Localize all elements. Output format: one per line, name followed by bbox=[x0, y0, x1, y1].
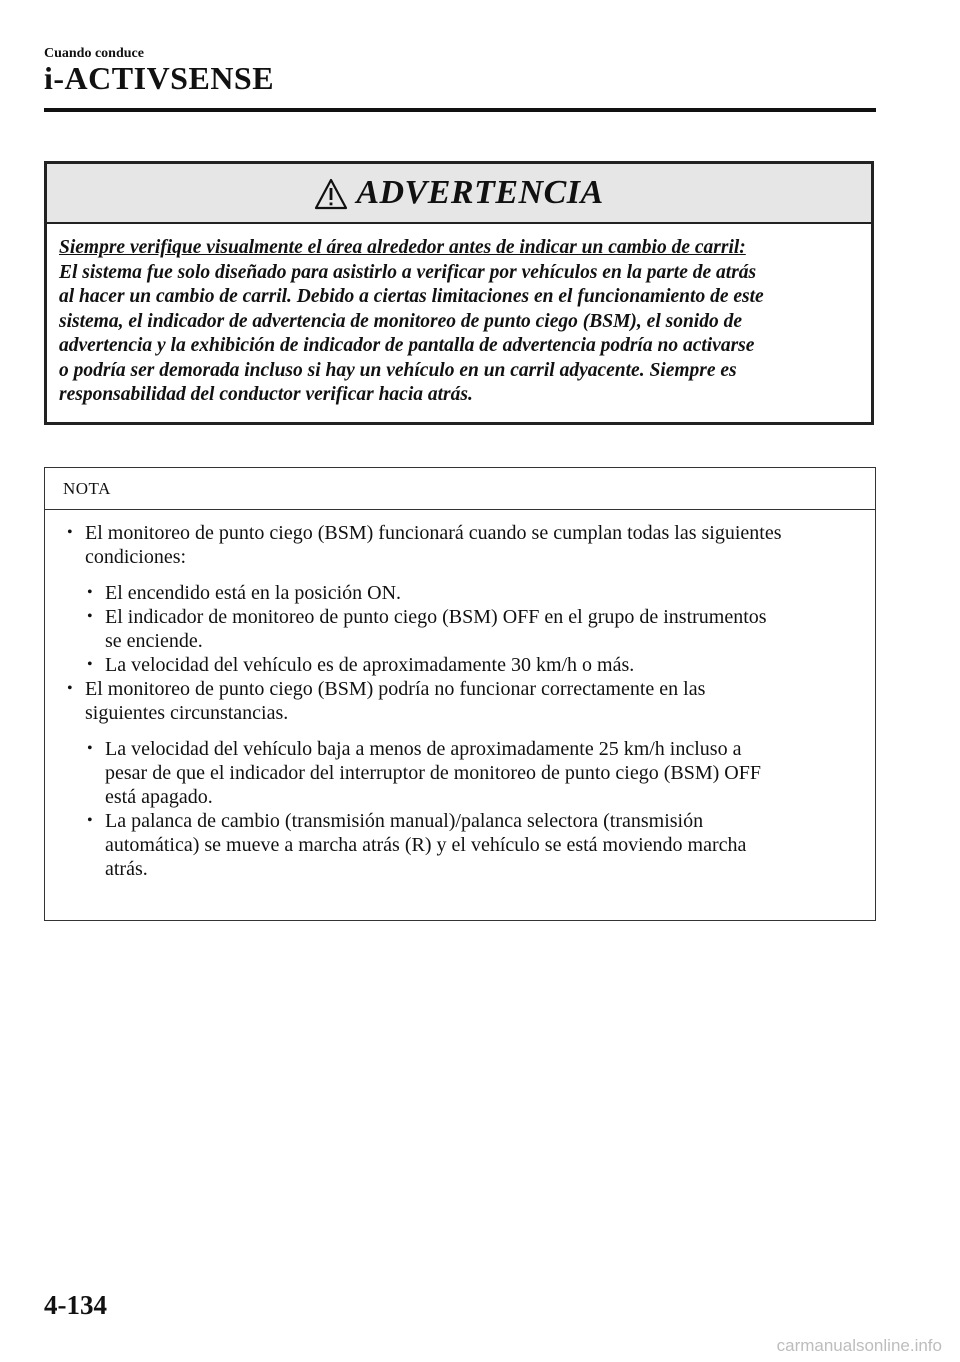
spacer bbox=[65, 569, 863, 581]
warning-body bbox=[47, 224, 871, 408]
bullet-dot: • bbox=[87, 740, 93, 757]
note-line: está apagado. bbox=[105, 786, 213, 808]
note-line: El monitoreo de punto ciego (BSM) funcionará cuando se cumplan todas las siguientes bbox=[85, 522, 782, 544]
page-number: 4-134 bbox=[44, 1290, 107, 1320]
note-line: condiciones: bbox=[85, 546, 187, 568]
bullet-dot: • bbox=[87, 608, 93, 625]
note-line: La velocidad del vehículo es de aproximadamente 30 km/h o más. bbox=[105, 654, 635, 676]
header-rule bbox=[44, 108, 876, 112]
note-sub-bullet bbox=[85, 737, 863, 809]
note-title: NOTA bbox=[63, 478, 111, 498]
note-box bbox=[44, 467, 876, 921]
note-bullet bbox=[65, 677, 863, 725]
note-bullet bbox=[65, 521, 863, 569]
watermark: carmanualsonline.info bbox=[776, 1336, 942, 1355]
note-sub-bullet bbox=[85, 653, 863, 677]
bullet-dot: • bbox=[67, 524, 73, 541]
note-line: El encendido está en la posición ON. bbox=[105, 582, 402, 604]
warning-line: al hacer un cambio de carril. Debido a ciertas limitaciones en el funcionamiento de este bbox=[59, 286, 764, 307]
bullet-dot: • bbox=[87, 656, 93, 673]
warning-box bbox=[44, 161, 874, 425]
warning-header bbox=[47, 164, 871, 224]
spacer bbox=[65, 725, 863, 737]
note-line: El monitoreo de punto ciego (BSM) podría no funcionar correctamente en las bbox=[85, 678, 706, 700]
note-body bbox=[45, 510, 875, 881]
warning-lead: Siempre verifique visualmente el área alrededor antes de indicar un cambio de carril: bbox=[59, 237, 746, 258]
note-sub-bullet bbox=[85, 581, 863, 605]
warning-line: El sistema fue solo diseñado para asistirlo a verificar por vehículos en la parte de atrás bbox=[59, 261, 757, 283]
warning-line: advertencia y la exhibición de indicador de pantalla de advertencia podría no activarse bbox=[59, 335, 755, 356]
warning-triangle-icon bbox=[314, 178, 348, 210]
warning-line: sistema, el indicador de advertencia de monitoreo de punto ciego (BSM), el sonido de bbox=[59, 310, 742, 332]
bullet-dot: • bbox=[87, 584, 93, 601]
page-title: i-ACTIVSENSE bbox=[44, 60, 275, 96]
note-sub-bullet bbox=[85, 605, 863, 653]
note-line: La palanca de cambio (transmisión manual)/palanca selectora (transmisión bbox=[105, 810, 704, 832]
note-line: se enciende. bbox=[105, 630, 203, 652]
note-line: El indicador de monitoreo de punto ciego (BSM) OFF en el grupo de instrumentos bbox=[105, 606, 767, 628]
note-line: La velocidad del vehículo baja a menos de aproximadamente 25 km/h incluso a bbox=[105, 738, 742, 760]
note-line: pesar de que el indicador del interruptor de monitoreo de punto ciego (BSM) OFF bbox=[105, 762, 761, 784]
bullet-dot: • bbox=[67, 680, 73, 697]
note-line: siguientes circunstancias. bbox=[85, 702, 289, 724]
bullet-dot: • bbox=[87, 812, 93, 829]
note-sub-bullet bbox=[85, 809, 863, 881]
warning-line: responsabilidad del conductor verificar hacia atrás. bbox=[59, 384, 473, 405]
note-line: atrás. bbox=[105, 858, 148, 880]
note-header bbox=[45, 468, 875, 510]
note-line: automática) se mueve a marcha atrás (R) y el vehículo se está moviendo marcha bbox=[105, 834, 747, 856]
warning-title: ADVERTENCIA bbox=[356, 174, 604, 211]
section-label: Cuando conduce bbox=[44, 46, 144, 61]
warning-line: o podría ser demorada incluso si hay un vehículo en un carril adyacente. Siempre es bbox=[59, 359, 737, 381]
